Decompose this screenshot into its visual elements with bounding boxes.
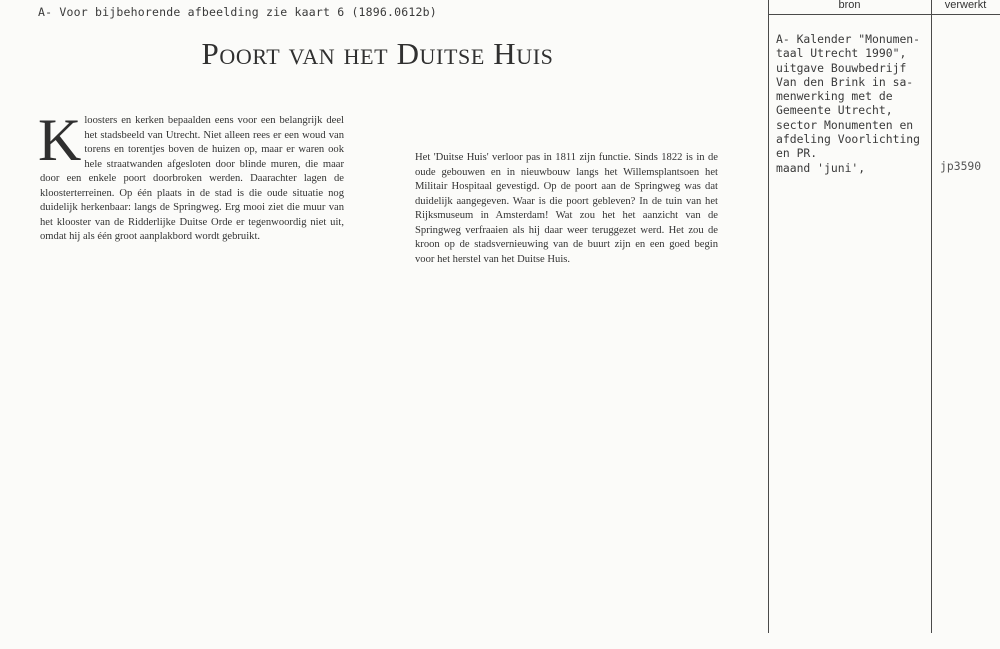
source-line: afdeling Voorlichting	[776, 132, 921, 147]
card-divider-right	[931, 0, 932, 633]
page-title: Poort van het Duitse Huis	[201, 36, 554, 71]
article-column-1	[38, 107, 344, 245]
verwerkt-code: jp3590	[940, 159, 982, 173]
source-line: Gemeente Utrecht,	[776, 103, 893, 118]
source-note	[776, 32, 930, 175]
column-2-text: Het 'Duitse Huis' verloor pas in 1811 zijn functie. Sinds 1822 is in de oude gebouwen en in nieuwbouw langs het Willemsplantsoen het Militair Hospitaal gevestigd. Op de poort aan de Springweg was dat duidelijk aangegeven. Waar is die poort gebleven? In de tuin van het Rijksmuseum in Amsterdam! Wat zou het het aanzicht van de Springweg verfraaien als hij daar weer teruggezet werd. Het zou de kroon op de stadsvernieuwing van de buurt zijn en een goed begin voor het herstel van het Duitse Huis.	[415, 152, 718, 265]
card-divider-left	[768, 0, 769, 633]
article-column-2	[415, 151, 718, 267]
header-verwerkt: verwerkt	[944, 0, 987, 11]
source-line: en PR.	[776, 146, 818, 161]
source-line: menwerking met de	[776, 89, 893, 104]
card-header-rule	[768, 14, 1000, 15]
column-1-text: loosters en kerken bepaalden eens voor een belangrijk deel het stadsbeeld van Utrecht. Niet alleen rees er een woud van torens en torentjes boven de huizen op, maar er waren ook hele straatwanden afgesloten door blinde muren, die maar door een enkele poort doorbroken werden. Daarachter lagen de kloosterterreinen. Op één plaats in de stad is die oude situatie nog duidelijk herkenbaar: langs de Springweg. Erg mooi ziet die muur van het klooster van de Ridderlijke Duitse Orde er tegenwoordig niet uit, omdat hij als één groot aanplakbord wordt gebruikt.	[40, 115, 344, 242]
source-line: taal Utrecht 1990",	[776, 46, 907, 61]
header-bron: bron	[838, 0, 861, 11]
source-line: A- Kalender "Monumen-	[776, 32, 921, 46]
source-line: maand 'juni',	[776, 160, 866, 175]
reference-line: A- Voor bijbehorende afbeelding zie kaart 6 (1896.0612b)	[38, 5, 437, 19]
drop-cap: K	[38, 107, 82, 173]
source-line: sector Monumenten en	[776, 117, 914, 132]
source-line: uitgave Bouwbedrijf	[776, 60, 907, 75]
source-line: Van den Brink in sa-	[776, 74, 914, 89]
